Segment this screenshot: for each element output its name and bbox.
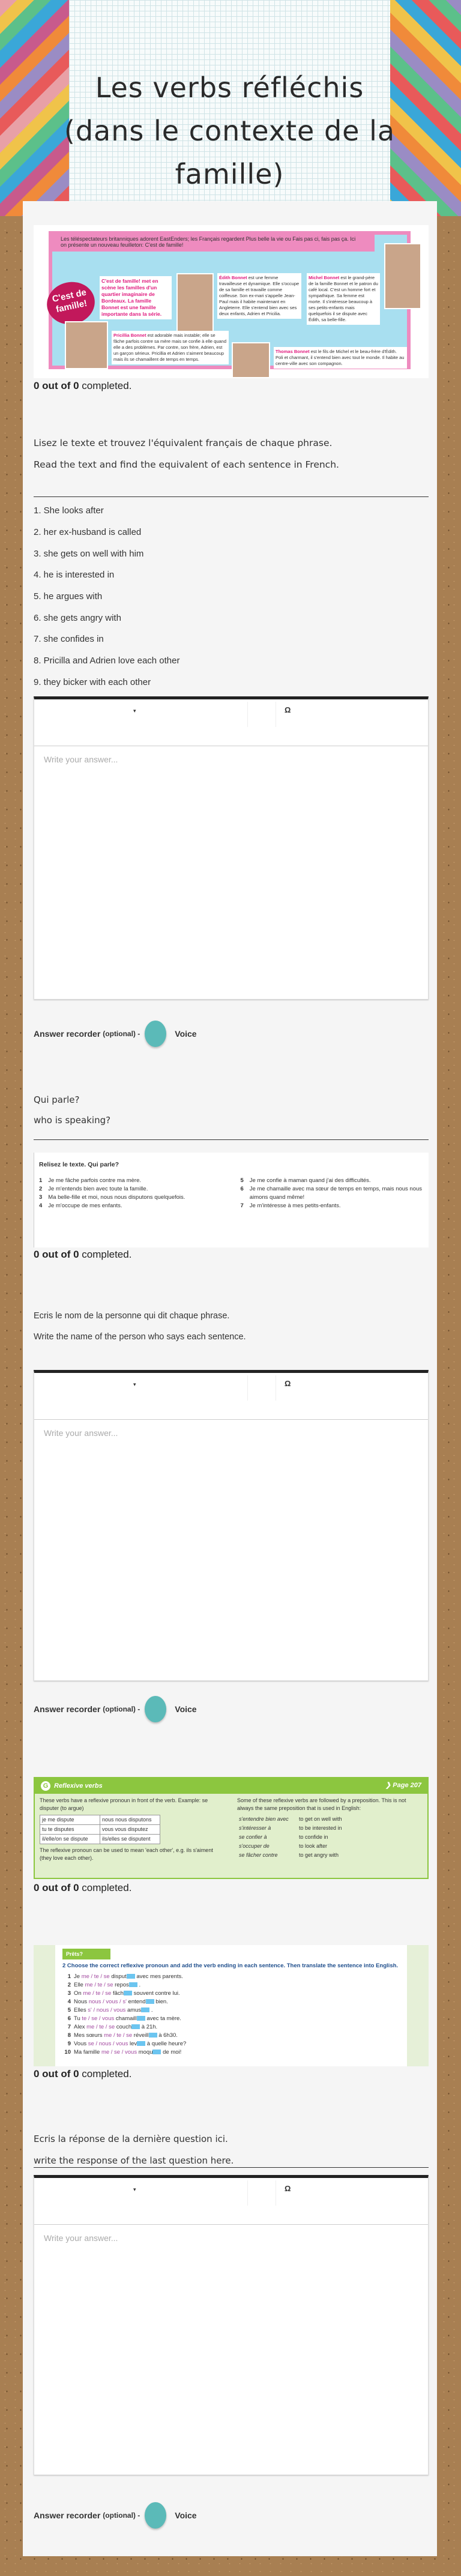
format-dropdown[interactable]: ▾ <box>133 1381 136 1387</box>
statements-left: 1 Je me fâche parfois contre ma mère. 2 Je m'entends bien avec toute la famille. 3 Ma belle-fille et moi, nous nous disputons quelquefois. 4 Je m'occupe de mes enfants. <box>39 1177 185 1209</box>
blank-gap <box>129 1982 137 1987</box>
chevron-pattern-right <box>390 0 461 216</box>
page-title: Les verbs réfléchis (dans le contexte de la famille) <box>64 71 396 190</box>
section-heading <box>34 1090 110 1130</box>
heading-french: Qui parle? <box>34 1094 80 1105</box>
michel-photo <box>384 243 421 309</box>
statements-right: 5 Je me confie à maman quand j'ai des difficultés. 6 Je me chamaille avec ma sœur de temps en temps, mais nous nous aimons quand même! 7 Je m'intéresse à mes petits-enfants. <box>240 1177 423 1209</box>
list-item: 5. he argues with <box>34 591 103 602</box>
instruction-french: Lisez le texte et trouvez l'équivalent français de chaque phrase. <box>34 438 333 448</box>
record-button[interactable] <box>145 2502 166 2529</box>
recorder-label: Answer recorder <box>34 2511 101 2520</box>
list-item: 9. they bicker with each other <box>34 677 151 687</box>
instruction-english: Read the text and find the equivalent of each sentence in French. <box>34 459 339 470</box>
blank-gap <box>141 2007 149 2012</box>
recorder-optional: (optional) - <box>103 1705 140 1713</box>
exercise-item: 10 Ma famille me / se / vous moqu de moi! <box>64 2049 182 2056</box>
completion-status: 0 out of 0 completed. <box>34 1249 132 1260</box>
exercise-item: 4 Nous nous / vous / s' entend bien. <box>67 1998 168 2005</box>
blank-gap <box>124 1991 132 1995</box>
voice-label: Voice <box>175 1704 197 1714</box>
exercise-item: 8 Mes sœurs me / te / se réveill à 6h30. <box>67 2032 178 2039</box>
list-item: 2. her ex-husband is called <box>34 527 142 537</box>
preposition-intro: Some of these reflexive verbs are followed by a preposition. This is not always the same preposition that is used in English: <box>237 1797 406 1811</box>
pricillia-photo <box>65 321 108 369</box>
recorder-optional: (optional) - <box>103 1030 140 1038</box>
qui-parle-image <box>34 1153 429 1247</box>
divider <box>34 2167 429 2168</box>
recorder-label: Answer recorder <box>34 1704 101 1714</box>
instruction-english: Write the name of the person who says each sentence. <box>34 1332 246 1342</box>
thomas-blurb: Thomas Bonnet est le fils de Michel et le beau-frère d'Édith. Poli et charmant, il s'entend bien avec tout le monde. Il habite au centre-ville avec son compagnon. <box>274 347 407 369</box>
notebook-paper <box>64 0 396 201</box>
prets-tag: Prêts? <box>62 1949 110 1959</box>
completion-status: 0 out of 0 completed. <box>34 2068 132 2080</box>
image-banner: Les téléspectateurs britanniques adorent EastEnders; les Français regardent Plus belle la vie ou Fais pas ci, fais pas ça. Ici on présente un nouveau feuilleton: C'est de famille! <box>49 232 375 252</box>
answer-recorder <box>34 1021 197 1047</box>
editor-toolbar <box>34 2178 428 2225</box>
instruction-french: Ecris la réponse de la dernière question ici. <box>34 2134 228 2144</box>
grammar-icon: G <box>41 1781 50 1791</box>
instructions <box>34 432 430 475</box>
preposition-list: s'entendre bien avec to get on well with s'intéresser à to be interested in se confier à to confide in s'occuper de to look after se fâcher contre to get angry with <box>239 1816 342 1858</box>
page-reference: ❯ Page 207 <box>385 1782 421 1789</box>
prets-exercise-image <box>34 1945 429 2066</box>
exercise-question: 2 Choose the correct reflexive pronoun and add the verb ending in each sentence. Then translate the sentence into English. <box>62 1962 399 1969</box>
reflexive-verbs-grammar-box <box>34 1777 429 1879</box>
answer-input[interactable] <box>34 746 428 997</box>
recorder-optional: (optional) - <box>103 2511 140 2520</box>
thomas-photo <box>232 342 270 378</box>
answer-editor <box>34 2175 429 2475</box>
answer-editor <box>34 696 429 1000</box>
answer-editor <box>34 1370 429 1681</box>
list-item: 4. he is interested in <box>34 570 115 580</box>
blank-gap <box>137 2016 145 2021</box>
list-item: 7. she confides in <box>34 634 104 644</box>
edith-photo <box>176 273 214 339</box>
grammar-title: Reflexive verbs <box>54 1782 103 1790</box>
editor-toolbar <box>34 699 428 746</box>
blank-gap <box>152 2050 161 2054</box>
answer-recorder <box>34 1696 197 1722</box>
record-button[interactable] <box>145 1696 166 1722</box>
exercise-item: 2 Elle me / te / se repos . <box>67 1982 141 1988</box>
answer-input[interactable] <box>34 1420 428 1678</box>
answer-input[interactable] <box>34 2225 428 2472</box>
answer-recorder <box>34 2502 197 2529</box>
intro-blurb: C'est de famille! met en scène les familles d'un quartier imaginaire de Bordeaux. La famille Bonnet est une famille importante dans la série. <box>100 276 172 319</box>
exercise-item: 3 On me / te / se fâch souvent contre lui. <box>67 1990 180 1997</box>
blank-gap <box>149 2033 157 2038</box>
blank-gap <box>131 2024 140 2029</box>
completion-status: 0 out of 0 completed. <box>34 1882 132 1893</box>
divider <box>34 496 429 497</box>
pricillia-blurb: Pricillia Bonnet est adorable mais instable; elle se fâche parfois contre sa mère mais se confie à elle quand elle a des problèmes. Par contre, son frère, Adrien, est un garçon sérieux. Pricillia et Adrien s'aiment beaucoup mais ils se chamaillent de temps en temps. <box>112 331 229 364</box>
heading-english: who is speaking? <box>34 1115 111 1126</box>
list-item: 6. she gets angry with <box>34 613 121 623</box>
voice-label: Voice <box>175 2511 197 2520</box>
exercise-item: 6 Tu te / se / vous chamaill avec ta mère. <box>67 2015 181 2022</box>
editor-toolbar <box>34 1373 428 1420</box>
conjugation-table: je me dispute nous nous disputons tu te disputes vous vous disputez il/elle/on se dispute ils/elles se disputent <box>40 1815 160 1844</box>
exercise-item: 9 Vous se / nous / vous lev à quelle heure? <box>67 2041 187 2047</box>
record-button[interactable] <box>145 1021 166 1047</box>
exercise-item: 7 Alex me / te / se couch à 21h. <box>67 2024 158 2030</box>
blank-gap <box>146 1999 154 2004</box>
michel-blurb: Michel Bonnet est le grand-père de la famille Bonnet et le patron du café local. C'est un homme fort et sympathique. Sa femme est morte. Il s'intéresse beaucoup à ses petits-enfants mais quelquefois il se dispute avec Édith, sa belle-fille. <box>307 273 380 325</box>
list-item: 3. she gets on well with him <box>34 549 144 559</box>
header-banner <box>0 0 461 216</box>
grammar-intro: These verbs have a reflexive pronoun in front of the verb. Example: se disputer (to argue) <box>40 1797 208 1811</box>
blank-gap <box>137 2041 145 2046</box>
instruction-english: write the response of the last question here. <box>34 2155 234 2166</box>
exercise-item: 1 Je me / te / se disput avec mes parents. <box>67 1973 183 1980</box>
worksheet-card <box>23 201 437 2556</box>
format-dropdown[interactable]: ▾ <box>133 2186 136 2192</box>
list-item: 1. She looks after <box>34 505 104 516</box>
blank-gap <box>127 1974 135 1979</box>
instruction-french: Ecris le nom de la personne qui dit chaque phrase. <box>34 1311 230 1321</box>
voice-label: Voice <box>175 1029 197 1039</box>
instructions <box>34 1306 246 1348</box>
edith-blurb: Édith Bonnet est une femme travailleuse et dynamique. Elle s'occupe de sa famille et travaille comme coiffeuse. Son ex-mari s'appelle Jean-Paul mais il habite maintenant en Angleterre. Elle s'entend bien avec ses deux enfants, Adrien et Pricilia. <box>217 273 301 319</box>
grammar-note: The reflexive pronoun can be used to mean 'each other', e.g. ils s'aiment (they love each other). <box>40 1847 213 1861</box>
family-text-image <box>34 225 429 378</box>
image-heading: Relisez le texte. Qui parle? <box>39 1161 119 1168</box>
list-item: 8. Pricilla and Adrien love each other <box>34 656 180 666</box>
divider <box>34 1139 429 1140</box>
special-character-button[interactable]: Ω <box>285 705 291 714</box>
exercise-items <box>62 1973 400 2057</box>
completion-status: 0 out of 0 completed. <box>34 380 132 391</box>
format-dropdown[interactable]: ▾ <box>133 708 136 714</box>
instructions <box>34 2128 234 2171</box>
exercise-item: 5 Elles s' / nous / vous amus . <box>67 2007 153 2013</box>
recorder-label: Answer recorder <box>34 1029 101 1039</box>
special-character-button[interactable]: Ω <box>285 2184 291 2193</box>
show-logo: C'est de famille! <box>43 277 99 328</box>
special-character-button[interactable]: Ω <box>285 1379 291 1388</box>
